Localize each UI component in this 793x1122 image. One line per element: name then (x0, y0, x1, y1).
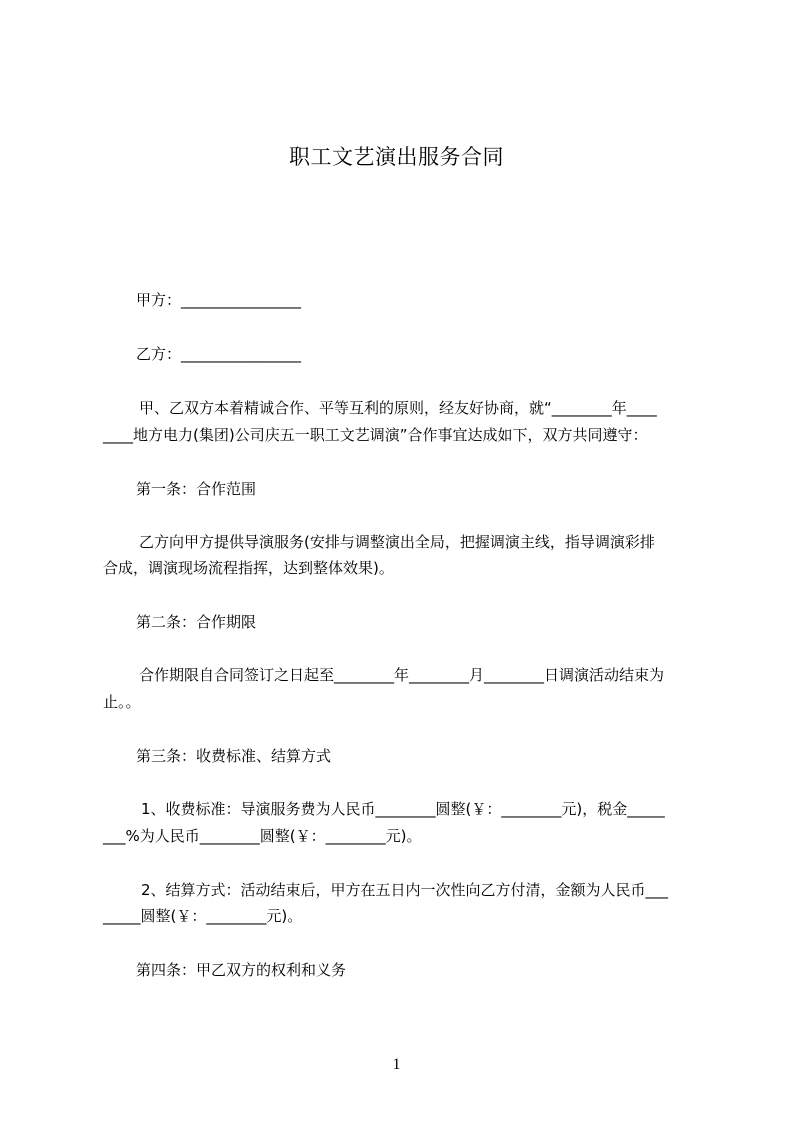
article-3-item-2-line-1: 2、结算方式：活动结束后，甲方在五日内一次性向乙方付清，金额为人民币___ (141, 881, 669, 899)
intro-line-2: ____地方电力(集团)公司庆五一职工文艺调演”合作事宜达成如下，双方共同遵守： (103, 426, 648, 444)
article-4-heading: 第四条：甲乙双方的权利和义务 (136, 961, 347, 979)
article-1-line-1: 乙方向甲方提供导演服务(安排与调整演出全局，把握调演主线，指导调演彩排 (139, 533, 655, 551)
intro-line-1: 甲、乙双方本着精诚合作、平等互利的原则，经友好协商，就“________年____ (139, 399, 657, 417)
article-3-item-2-line-2: _____圆整(￥：________元)。 (103, 907, 303, 925)
article-3-heading: 第三条：收费标准、结算方式 (136, 747, 332, 765)
article-1-line-2: 合成，调演现场流程指挥，达到整体效果)。 (103, 559, 394, 577)
article-3-item-1-line-2: ___%为人民币________圆整(￥：________元)。 (103, 827, 422, 845)
page-number: 1 (392, 1056, 401, 1073)
article-2-line-2: 止。。 (103, 693, 141, 711)
article-2-line-1: 合作期限自合同签订之日起至________年________月________日调演活动结束为 (139, 666, 665, 684)
article-1-heading: 第一条：合作范围 (136, 480, 257, 498)
party-b-line: 乙方：________________ (136, 345, 302, 363)
document-title: 职工文艺演出服务合同 (289, 145, 504, 169)
party-a-line: 甲方：________________ (136, 291, 302, 309)
article-2-heading: 第二条：合作期限 (136, 613, 257, 631)
article-3-item-1-line-1: 1、收费标准：导演服务费为人民币________圆整(￥：________元)，税金_____ (141, 800, 665, 818)
